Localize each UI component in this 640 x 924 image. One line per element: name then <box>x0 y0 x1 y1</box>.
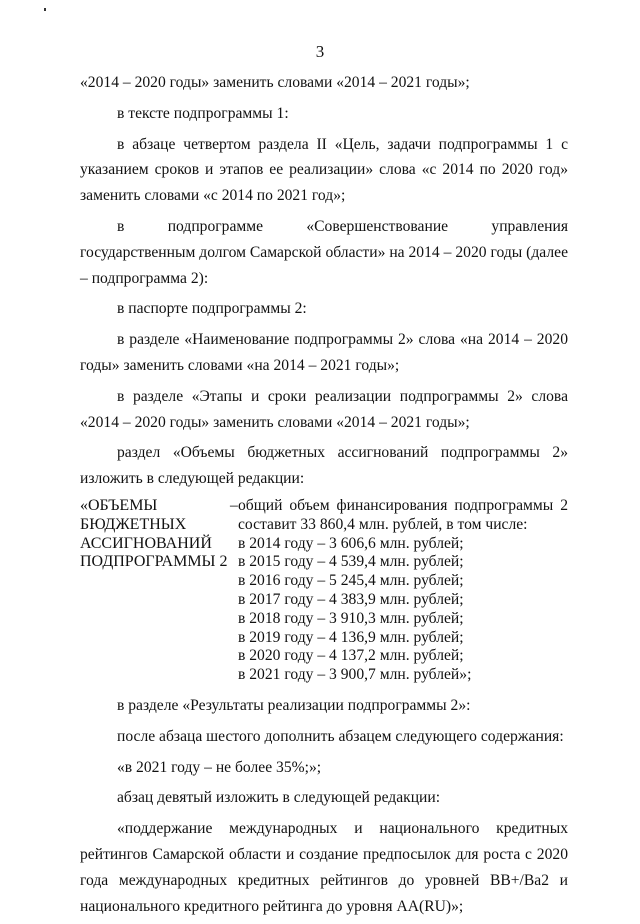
funding-year: в 2015 году – 4 539,4 млн. рублей; <box>238 553 464 571</box>
paragraph-4: в паспорте подпрограммы 2: <box>117 300 307 318</box>
funding-intro-line <box>230 497 568 516</box>
funding-total: составит 33 860,4 млн. рублей, в том числе: <box>238 515 528 533</box>
paragraph-11: абзац девятый изложить в следующей редакции: <box>117 789 441 807</box>
paragraph-10: «в 2021 году – не более 35%;»; <box>117 758 322 776</box>
funding-year: в 2018 году – 3 910,3 млн. рублей; <box>238 609 464 627</box>
funding-year: в 2014 году – 3 606,6 млн. рублей; <box>238 534 464 552</box>
document-body <box>80 70 568 924</box>
dash: – <box>230 496 238 514</box>
funding-year: в 2017 году – 4 383,9 млн. рублей; <box>238 590 464 608</box>
paragraph-9: после абзаца шестого дополнить абзацем следующего содержания: <box>117 727 564 745</box>
paragraph-8: в разделе «Результаты реализации подпрограммы 2»: <box>117 696 471 714</box>
paragraph-3: в подпрограмме «Совершенствование управления государственным долгом Самарской области» на 2014 – 2020 годы (далее – подпрограмма 2): <box>80 217 568 287</box>
passport-section-content <box>230 497 568 685</box>
section-title-line: ПОДПРОГРАММЫ 2 <box>80 553 228 571</box>
page-number: 3 <box>315 42 325 61</box>
funding-intro-text: общий объем финансирования подпрограммы 2 <box>238 496 568 514</box>
paragraph-5: в разделе «Наименование подпрограммы 2» слова «на 2014 – 2020 годы» заменить словами «на 2014 – 2021 годы»; <box>80 331 568 374</box>
paragraph-6: в разделе «Этапы и сроки реализации подпрограммы 2» слова «2014 – 2020 годы» заменить словами «2014 – 2021 годы»; <box>80 387 568 431</box>
funding-year: в 2016 году – 5 245,4 млн. рублей; <box>238 572 464 590</box>
paragraph-1: в тексте подпрограммы 1: <box>117 104 289 122</box>
funding-year: в 2021 году – 3 900,7 млн. рублей»; <box>238 666 472 684</box>
funding-year: в 2019 году – 4 136,9 млн. рублей; <box>238 628 464 646</box>
passport-funding-block <box>80 497 568 685</box>
section-title-line: БЮДЖЕТНЫХ <box>80 515 187 533</box>
section-title-line: АССИГНОВАНИЙ <box>80 534 212 552</box>
scan-speck <box>44 8 46 11</box>
funding-year: в 2020 году – 4 137,2 млн. рублей; <box>238 647 464 665</box>
paragraph-2: в абзаце четвертом раздела II «Цель, задачи подпрограммы 1 с указанием сроков и этапов ее реализации» слова «с 2014 по 2020 год» заменить словами «с 2014 по 2021 год»; <box>80 135 568 205</box>
section-title-line: «ОБЪЕМЫ <box>80 496 158 514</box>
passport-section-title <box>80 497 230 685</box>
paragraph-12: «поддержание международных и национального кредитных рейтингов Самарской области и создание предпосылок для роста с 2020 года международных кредитных рейтингов до уровней BB+/Ba2 и национального кредитного рейтинга до уровня AA(RU)»; <box>80 820 568 915</box>
paragraph-7: раздел «Объемы бюджетных ассигнований подпрограммы 2» изложить в следующей редакции: <box>80 444 568 488</box>
paragraph-0: «2014 – 2020 годы» заменить словами «2014 – 2021 годы»; <box>80 74 470 91</box>
